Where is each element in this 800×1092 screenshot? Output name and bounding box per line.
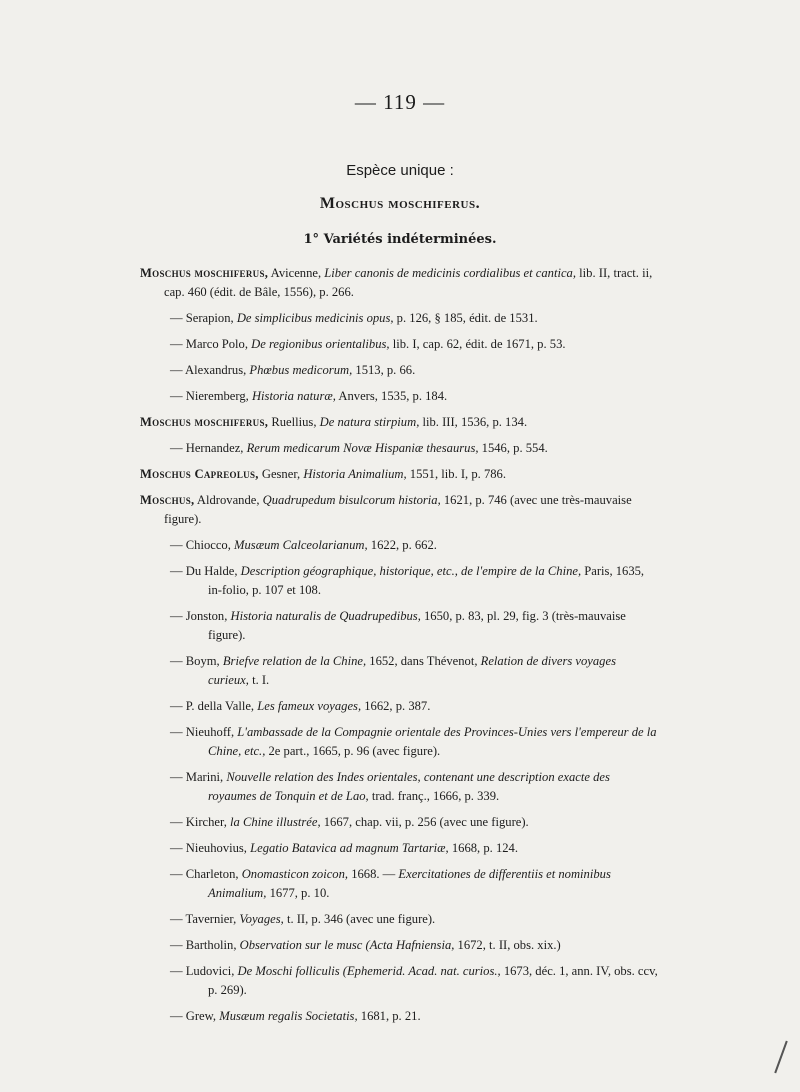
entry-title: Exercitationes de differentiis et nominibus Animalium, <box>208 867 611 900</box>
entry-author: P. della Valle, <box>182 699 258 713</box>
entry-title: De Moschi folliculis (Ephemerid. Acad. nat. curios., <box>237 964 501 978</box>
bibliography-entry <box>140 865 660 903</box>
entry-author: Nieuhoff, <box>182 725 238 739</box>
repeat-dash: — <box>170 815 183 829</box>
entry-author: Boym, <box>182 654 223 668</box>
bibliography-entry <box>140 768 660 806</box>
bibliography-entry <box>140 465 660 484</box>
entry-details: 1677, p. 10. <box>266 886 330 900</box>
bibliography-entry <box>140 652 660 690</box>
entry-author: Tavernier, <box>182 912 240 926</box>
entry-title: Nouvelle relation des Indes orientales, contenant une description exacte des royaumes de Tonquin et de Lao, <box>208 770 610 803</box>
entry-author: Chiocco, <box>182 538 235 552</box>
bibliography-entry <box>140 387 660 406</box>
repeat-dash: — <box>170 609 183 623</box>
entry-details: 1681, p. 21. <box>357 1009 421 1023</box>
entry-author: Jonston, <box>182 609 231 623</box>
repeat-dash: — <box>170 867 183 881</box>
bibliography-entry <box>140 723 660 761</box>
entry-author: Serapion, <box>182 311 237 325</box>
entry-taxon: Moschus, <box>140 493 195 507</box>
entry-details: 1662, p. 387. <box>361 699 431 713</box>
repeat-dash: — <box>170 363 183 377</box>
repeat-dash: — <box>170 912 183 926</box>
entry-details: 1652, dans Thévenot, <box>366 654 481 668</box>
entry-title: Musæum regalis Societatis, <box>219 1009 358 1023</box>
genus-title: Moschus moschiferus. <box>319 195 481 212</box>
page-number: — 119 — <box>354 90 446 114</box>
entry-details: 1551, lib. I, p. 786. <box>406 467 506 481</box>
bibliography-entry <box>140 1007 660 1026</box>
repeat-dash: — <box>170 841 183 855</box>
entry-details: p. 126, § 185, édit. de 1531. <box>393 311 538 325</box>
entry-title: Phœbus medicorum, <box>249 363 353 377</box>
entry-title: Historia naturæ, <box>251 389 336 403</box>
entry-title: De simplicibus medicinis opus, <box>236 311 394 325</box>
repeat-dash: — <box>170 311 183 325</box>
entry-author: Avicenne, <box>268 266 325 280</box>
bibliography-entry <box>140 413 660 432</box>
entry-author: Kircher, <box>182 815 230 829</box>
entry-details: 1546, p. 554. <box>478 441 548 455</box>
entry-author: Nieremberg, <box>182 389 252 403</box>
entry-author: Alexandrus, <box>182 363 250 377</box>
entry-details: t. I. <box>248 673 270 687</box>
bibliography-entry <box>140 910 660 929</box>
bibliography-entry <box>140 936 660 955</box>
entry-title: la Chine illustrée, <box>230 815 321 829</box>
entry-title: Briefve relation de la Chine, <box>222 654 367 668</box>
entry-details: 1672, t. II, obs. xix.) <box>454 938 561 952</box>
entry-details: lib. III, 1536, p. 134. <box>419 415 528 429</box>
bibliography-entry <box>140 264 660 302</box>
entry-details: 2e part., 1665, p. 96 (avec figure). <box>265 744 441 758</box>
bibliography-entry <box>140 361 660 380</box>
entry-title: Legatio Batavica ad magnum Tartariæ, <box>250 841 449 855</box>
entry-details: lib. II, tract. ii, cap. 460 (édit. de Bâle, 1556), p. 266. <box>164 266 653 299</box>
entry-author: Ruellius, <box>268 415 320 429</box>
entry-taxon: Moschus Capreolus, <box>140 467 259 481</box>
bibliography-entry <box>140 309 660 328</box>
species-label: Espèce unique : <box>346 162 454 179</box>
entry-details: Paris, 1635, in-folio, p. 107 et 108. <box>208 564 645 597</box>
entry-details: 1667, chap. vii, p. 256 (avec une figure). <box>320 815 529 829</box>
bibliography-entry <box>140 697 660 716</box>
entry-details: 1621, p. 746 (avec une très-mauvaise figure). <box>164 493 632 526</box>
repeat-dash: — <box>170 564 183 578</box>
repeat-dash: — <box>170 654 183 668</box>
entry-title: Liber canonis de medicinis cordialibus et cantica, <box>324 266 577 280</box>
entry-title: Historia naturalis de Quadrupedibus, <box>230 609 421 623</box>
bibliography-entry <box>140 335 660 354</box>
entry-title: Onomasticon zoicon, <box>241 867 349 881</box>
section-heading: 1° Variétés indéterminées. <box>303 232 497 247</box>
entry-taxon: Moschus moschiferus, <box>140 266 269 280</box>
bibliography-entry <box>140 439 660 458</box>
entry-author: Bartholin, <box>182 938 240 952</box>
repeat-dash: — <box>170 389 183 403</box>
entry-author: Nieuhovius, <box>182 841 251 855</box>
entry-details: 1668, p. 124. <box>448 841 518 855</box>
repeat-dash: — <box>170 770 183 784</box>
entry-details: trad. franç., 1666, p. 339. <box>368 789 500 803</box>
entry-author: Ludovici, <box>182 964 238 978</box>
entry-author: Hernandez, <box>182 441 247 455</box>
bibliography-entry <box>140 491 660 529</box>
entry-title: Voyages, <box>239 912 284 926</box>
entry-title: Historia Animalium, <box>303 467 407 481</box>
bibliography-entry <box>140 562 660 600</box>
entry-author: Marco Polo, <box>182 337 252 351</box>
margin-pencil-mark <box>774 1041 788 1074</box>
entry-title: De natura stirpium, <box>319 415 420 429</box>
entry-details: 1650, p. 83, pl. 29, fig. 3 (très-mauvaise figure). <box>208 609 626 642</box>
entry-author: Du Halde, <box>182 564 241 578</box>
entry-title: De regionibus orientalibus, <box>251 337 390 351</box>
entry-author: Charleton, <box>182 867 242 881</box>
entry-title: Observation sur le musc (Acta Hafniensia, <box>239 938 455 952</box>
entry-details: Anvers, 1535, p. 184. <box>335 389 448 403</box>
entry-details: t. II, p. 346 (avec une figure). <box>283 912 436 926</box>
entry-taxon: Moschus moschiferus, <box>140 415 269 429</box>
entry-title: Quadrupedum bisulcorum historia, <box>262 493 441 507</box>
repeat-dash: — <box>170 699 183 713</box>
entry-author: Gesner, <box>258 467 304 481</box>
bibliography-entry <box>140 962 660 1000</box>
entry-title: Relation de divers voyages curieux, <box>208 654 616 687</box>
entry-details: 1673, déc. 1, ann. IV, obs. ccv, p. 269). <box>208 964 658 997</box>
repeat-dash: — <box>170 964 183 978</box>
entry-author: Marini, <box>182 770 227 784</box>
entry-details: 1513, p. 66. <box>352 363 416 377</box>
entry-details: 1622, p. 662. <box>367 538 437 552</box>
repeat-dash: — <box>170 441 183 455</box>
entry-author: Aldrovande, <box>194 493 263 507</box>
bibliography-entry <box>140 839 660 858</box>
entry-title: Les fameux voyages, <box>257 699 362 713</box>
entry-title: Rerum medicarum Novæ Hispaniæ thesaurus, <box>246 441 479 455</box>
bibliography-entry <box>140 536 660 555</box>
entry-details: lib. I, cap. 62, édit. de 1671, p. 53. <box>389 337 566 351</box>
bibliography-entry <box>140 607 660 645</box>
entry-title: Description géographique, historique, etc., de l'empire de la Chine, <box>240 564 582 578</box>
repeat-dash: — <box>170 337 183 351</box>
repeat-dash: — <box>170 938 183 952</box>
entry-author: Grew, <box>182 1009 220 1023</box>
repeat-dash: — <box>170 538 183 552</box>
entry-details: 1668. — <box>348 867 399 881</box>
entry-title: Musæum Calceolarianum, <box>234 538 368 552</box>
bibliography-entry <box>140 813 660 832</box>
entry-title: L'ambassade de la Compagnie orientale des Provinces-Unies vers l'empereur de la Chine, etc., <box>208 725 657 758</box>
bibliography-list <box>140 264 660 1033</box>
repeat-dash: — <box>170 1009 183 1023</box>
repeat-dash: — <box>170 725 183 739</box>
